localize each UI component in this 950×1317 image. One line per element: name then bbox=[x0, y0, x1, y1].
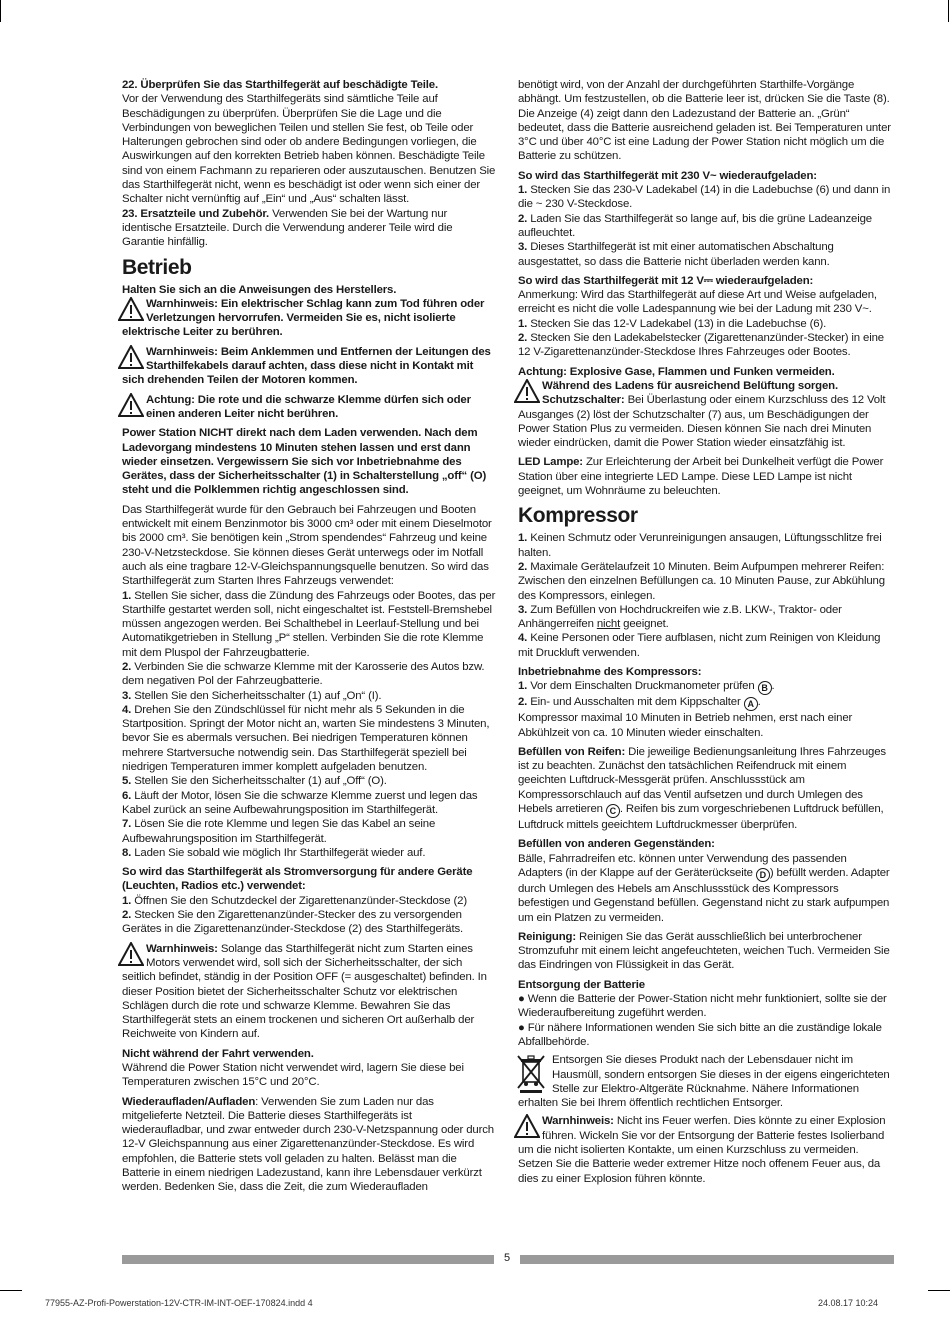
section-22-text: Vor der Verwendung des Starthilfegeräts sind sämtliche Teile auf Beschädigungen zu überprüfen. Überprüfen Sie die Lage und die Verbindungen von beweglichen Teilen und stellen Sie fest, ob Teile oder Halterungen gebrochen sind oder ob andere Bedingungen vorliegen, die Auswirkungen auf den korrekten Betrieb haben können. Beschädigte Teile sind von einem Fachmann zu reparieren oder auszutauschen. Benutzen Sie das Starthilfegerät nicht, wenn es beschädigt ist oder wenn sich einer der Schalter nicht vernünftig auf „Ein“ und „Aus“ schalten lässt. bbox=[122, 93, 496, 206]
warning-rotating-parts-text: Warnhinweis: Beim Anklemmen und Entfernen der Leitungen des Starthilfekabels darauf achten, dass diese nicht in Kontakt mit sich drehenden Teilen der Motoren kommen. bbox=[122, 345, 491, 387]
list-item: 6. Läuft der Motor, lösen Sie die schwarze Klemme zuerst und legen das Kabel zurück an seine Aufbewahrungsposition im Starthilfegerät. bbox=[122, 789, 478, 816]
weee-text: Entsorgen Sie dieses Produkt nach der Lebensdauer nicht im Hausmüll, sondern entsorgen Sie dieses in der eigens eingerichteten Stelle zur Elektro-Altgeräte Rücknahme. Nähere Informationen erhalten Sie bei Ihrem öffentlich rechtlichen Entsorger. bbox=[518, 1054, 890, 1110]
led-lamp-paragraph: LED Lampe: Zur Erleichterung der Arbeit bei Dunkelheit verfügt die Power Station über eine integrierte LED Lampe. Diese LED Lampe ist nicht geeignet, um Wohnräume zu beleuchten. bbox=[518, 456, 884, 498]
crop-mark-top-left bbox=[0, 0, 1, 22]
warning-triangle-icon bbox=[118, 393, 144, 417]
kompressor-heading: Kompressor bbox=[518, 504, 638, 528]
warning-triangle-icon bbox=[118, 297, 144, 321]
crop-mark-bottom-right bbox=[928, 1290, 950, 1291]
warning-safety-switch bbox=[122, 942, 496, 1042]
dc-charge-note: Anmerkung: Wird das Starthilfegerät auf diese Art und Weise aufgeladen, erreicht es nicht die volle Ladespannung wie bei der Ladung mit 230 V~. bbox=[518, 289, 877, 316]
warning-triangle-icon bbox=[514, 1114, 540, 1138]
warning-safety-switch-text: Solange das Starthilfegerät nicht zum Starten eines Motors verwendet wird, soll sich der Sicherheitsschalter, der sich seitlich befindet, ständig in der Position OFF (= ausgeschaltet) befinden. In dieser Position bietet der Sicherheitsschalter Schutz vor elektrischen Schlägen durch die rote und schwarze Klemme. Bewahren Sie das Starthilfegerät stets an einem trockenen und sicheren Ort außerhalb der Reichweite von Kindern auf. bbox=[122, 942, 487, 1041]
tires-paragraph: Befüllen von Reifen: Die jeweilige Bedienungsanleitung Ihres Fahrzeuges ist zu beachten. Zunächst den tatsächlichen Reifendruck mit einem geeichten Luftdruck-Messgerät prüfen. Anschlussstück am Kompressorschlauch auf das Ventil aufsetzen und durch Umlegen des Hebels arretieren C . Reifen bis zum vorgeschriebenen Luftdruck befüllen, Luftdruck mittels geeichtem Luftdruckmesser überprüfen. bbox=[518, 745, 886, 832]
warning-triangle-icon bbox=[118, 942, 144, 966]
recharge-continued: benötigt wird, von der Anzahl der durchgeführten Starthilfe-Vorgänge abhängt. Um festzustellen, ob die Batterie leer ist, drücken Sie die Taste (8). Die Anzeige (4) zeigt dann den Ladezustand der Batterie an. „Grün“ bedeutet, dass die Batterie ausreichend geladen ist. Bei Temperaturen unter 3°C und über 40°C ist eine Ladung der Power Station nicht möglich um die Batterie zu schützen. bbox=[518, 79, 891, 163]
protection-switch-text: Bei Überlastung oder einem Kurzschluss des 12 Volt Ausganges (2) löst der Schutzschalter (7) aus, um Beschädigungen der Power Station Plus zu vermeiden. Diesen können Sie nach drei Minuten wieder eindrücken, damit die Power Station wieder einsatzfähig ist. bbox=[518, 394, 886, 450]
list-item: 7. Lösen Sie die rote Klemme und legen Sie das Kabel an seine Aufbewahrungsposition im Starthilfegerät. bbox=[122, 818, 436, 845]
warning-rotating-parts bbox=[122, 345, 496, 388]
callout-c-icon: C bbox=[606, 804, 620, 818]
list-item: 3. Dieses Starthilfegerät ist mit einer automatischen Abschaltung ausgestattet, so dass die Batterie nicht überladen werden kann. bbox=[518, 241, 834, 268]
page-number: 5 bbox=[503, 1252, 511, 1264]
compressor-runtime-text: Kompressor maximal 10 Minuten in Betrieb nehmen, erst nach einer Abkühlzeit von ca. 10 Minuten wieder einschalten. bbox=[518, 712, 853, 739]
disposal-title: Entsorgung der Batterie bbox=[518, 978, 645, 991]
list-item: 3. Stellen Sie den Sicherheitsschalter (1) auf „On“ (I). bbox=[122, 689, 382, 702]
footer-bar-left bbox=[122, 1255, 494, 1264]
section-22-title: 22. Überprüfen Sie das Starthilfegerät auf beschädigte Teile. bbox=[122, 79, 438, 91]
list-item: 2. Maximale Gerätelaufzeit 10 Minuten. Beim Aufpumpen mehrerer Reifen: Zwischen den einzelnen Befüllungen ca. 10 Minuten Pause, zur Abkühlung des Kompressors, einlegen. bbox=[518, 560, 885, 602]
list-item: 4. Keine Personen oder Tiere aufblasen, nicht zum Reinigen von Kleidung mit Druckluft verwenden. bbox=[518, 632, 881, 659]
left-column bbox=[122, 78, 496, 1195]
disposal-bullet: ● Für nähere Informationen wenden Sie sich bitte an die zuständige lokale Abfallbehörde. bbox=[518, 1021, 882, 1048]
right-column bbox=[518, 78, 892, 1191]
warning-triangle-icon bbox=[514, 379, 540, 403]
section-23-title: 23. Ersatzteile und Zubehör. bbox=[122, 207, 270, 220]
other-objects-title: Befüllen von anderen Gegenständen: bbox=[518, 838, 715, 851]
list-item: 3. Zum Befüllen von Hochdruckreifen wie z.B. LKW-, Traktor- oder Anhängerreifen nicht geeignet. bbox=[518, 603, 842, 631]
betrieb-heading: Betrieb bbox=[122, 255, 192, 279]
other-objects-text: Bälle, Fahrradreifen etc. können unter Verwendung des passenden Adapters (in der Klappe auf der Geräterückseite D ) befüllt werden. Adapter durch Umlegen des Hebels am Anschlussstück des Kompressors befestigen und Gegenstand befüllen. Gegenstand nicht zu stark aufpumpen um ein Platzen zu vermeiden. bbox=[518, 852, 890, 924]
list-item: 2. Stecken Sie den Ladekabelstecker (Zigarettenanzünder-Stecker) in eine 12 V-Zigarettenanzünder-Steckdose Ihres Fahrzeuges oder Bootes. bbox=[518, 332, 884, 359]
dc-charge-title: So wird das Starthilfegerät mit 12 V⎓ wiederaufgeladen: bbox=[518, 274, 814, 287]
footer-date: 24.08.17 10:24 bbox=[818, 1298, 879, 1308]
list-item: 8. Laden Sie sobald wie möglich Ihr Starthilfegerät wieder auf. bbox=[122, 846, 426, 859]
crop-mark-bottom-left bbox=[0, 1290, 22, 1291]
callout-a-icon: A bbox=[744, 697, 758, 711]
compressor-start-title: Inbetriebnahme des Kompressors: bbox=[518, 665, 702, 678]
list-item: 1. Stellen Sie sicher, dass die Zündung des Fahrzeugs oder Bootes, das per Starthilfe gestartet werden soll, nicht eingeschaltet ist. Feststell-Bremshebel müssen angezogen werden. Bei Schalthebel in Leerlauf-Stellung und bei Automatikgetrieben in Stellung „P“ stellen. Verbinden Sie die rote Klemme mit dem Pluspol der Fahrzeugbatterie. bbox=[122, 589, 496, 659]
callout-d-icon: D bbox=[756, 868, 770, 882]
warning-label: Warnhinweis: bbox=[146, 942, 218, 955]
section-23-text: Verwenden Sie bei der Wartung nur identische Ersatzteile. Durch die Verwendung anderer Teile wird die Garantie hinfällig. bbox=[122, 207, 453, 249]
protection-switch-label: Schutzschalter: bbox=[542, 394, 625, 407]
warning-label: Warnhinweis: bbox=[542, 1115, 614, 1128]
warning-clamps-text: Achtung: Die rote und die schwarze Klemme dürfen sich oder einen anderen Leiter nicht berühren. bbox=[146, 393, 471, 420]
warning-fire bbox=[518, 1110, 892, 1185]
disposal-bullet: ● Wenn die Batterie der Power-Station nicht mehr funktioniert, sollte sie der Wiederaufbereitung zugeführt werden. bbox=[518, 993, 887, 1020]
callout-b-icon: B bbox=[758, 681, 772, 695]
list-item: 4. Drehen Sie den Zündschlüssel für nicht mehr als 5 Sekunden in die Startposition. Springt der Motor nicht an, warten Sie mindestens 3 Minuten, bevor Sie es abermals versuchen. Bei niedrigen Temperaturen können mehrere Startversuche notwendig sein. Das Starthilfegerät speziell bei niedrigen Temperaturen immer komplett aufgeladen benutzen. bbox=[122, 703, 490, 774]
list-item: 1. Stecken Sie das 12-V Ladekabel (13) in die Ladebuchse (6). bbox=[518, 317, 827, 330]
not-driving-text: Während die Power Station nicht verwendet wird, lagern Sie diese bei Temperaturen zwischen 15°C und 20°C. bbox=[122, 1062, 464, 1089]
power-supply-title: So wird das Starthilfegerät als Stromversorgung für andere Geräte (Leuchten, Radios etc.) verwendet: bbox=[122, 866, 473, 893]
warning-clamps bbox=[122, 393, 496, 422]
list-item: 2. Verbinden Sie die schwarze Klemme mit der Karosserie des Autos bzw. dem negativen Pol der Fahrzeugbatterie. bbox=[122, 660, 485, 688]
crop-mark-top-right bbox=[948, 0, 949, 22]
warning-electric-shock bbox=[122, 297, 496, 340]
not-driving-title: Nicht während der Fahrt verwenden. bbox=[122, 1047, 314, 1060]
usage-bold-note: Power Station NICHT direkt nach dem Laden verwenden. Nach dem Ladevorgang mindestens 10 Minuten stehen lassen und erst dann wieder einsetzen. Vergewissern Sie sich vor Inbetriebnahme des Gerätes, dass der Sicherheitsschalter (1) in Schalterstellung „off“ (O) steht und die Polklemmen richtig angeschlossen sind. bbox=[122, 427, 487, 497]
recharge-paragraph: Wiederaufladen/Aufladen: Verwenden Sie zum Laden nur das mitgelieferte Netzteil. Die Batterie dieses Starthilfegeräts ist wiederaufladbar, und zwar entweder durch 230-V-Netzspannung oder durch 12-V Gleichspannung aus einer Zigarettenanzünder-Steckdose. Es wird empfohlen, die Batterie stets voll geladen zu halten. Belässt man die Batterie in einem niedrigen Ladezustand, kann ihre Lebensdauer verkürzt werden. Bedenken Sie, dass die Zeit, die zum Wiederaufladen bbox=[122, 1095, 494, 1194]
list-item: 5. Stellen Sie den Sicherheitsschalter (1) auf „Off“ (O). bbox=[122, 775, 387, 788]
start-steps-list bbox=[122, 589, 496, 861]
warning-electric-shock-text: Warnhinweis: Ein elektrischer Schlag kann zum Tod führen oder Verletzungen hervorrufen. Vermeiden Sie es, nicht isolierte elektrische Leiter zu berühren. bbox=[122, 297, 485, 339]
warning-ventilation bbox=[518, 379, 892, 450]
manufacturer-note: Halten Sie sich an die Anweisungen des Herstellers. bbox=[122, 283, 397, 296]
footer-filename: 77955-AZ-Profi-Powerstation-12V-CTR-IM-INT-OEF-170824.indd 4 bbox=[45, 1298, 313, 1308]
list-item: 2. Ein- und Ausschalten mit dem Kippschalter A . bbox=[518, 696, 761, 710]
list-item: 1. Keinen Schmutz oder Verunreinigungen ansaugen, Lüftungsschlitze frei halten. bbox=[518, 532, 882, 559]
list-item: 1. Öffnen Sie den Schutzdeckel der Zigarettenanzünder-Steckdose (2) bbox=[122, 894, 467, 907]
gas-warning-line-1: Achtung: Explosive Gase, Flammen und Funken vermeiden. bbox=[518, 365, 835, 378]
warning-triangle-icon bbox=[118, 345, 144, 369]
cleaning-paragraph: Reinigung: Reinigen Sie das Gerät ausschließlich bei unterbrochener Stromzufuhr mit einem leicht angefeuchteten, weichen Tuch. Vermeiden Sie das Eindringen von Flüssigkeit in das Gerät. bbox=[518, 930, 890, 972]
ac-charge-title: So wird das Starthilfegerät mit 230 V~ wiederaufgeladen: bbox=[518, 169, 817, 182]
section-23 bbox=[122, 207, 496, 250]
list-item: 1. Vor dem Einschalten Druckmanometer prüfen B . bbox=[518, 680, 775, 694]
weee-notice bbox=[518, 1053, 892, 1110]
list-item: 2. Laden Sie das Starthilfegerät so lange auf, bis die grüne Ladeanzeige aufleuchtet. bbox=[518, 212, 872, 239]
list-item: 2. Stecken Sie den Zigarettenanzünder-Stecker des zu versorgenden Gerätes in die Zigarettenanzünder-Steckdose (2) des Starthilfegeräts. bbox=[122, 909, 464, 936]
gas-warning-line-2: Während des Ladens für ausreichend Belüftung sorgen. bbox=[542, 379, 838, 392]
footer-bar-right bbox=[520, 1255, 894, 1264]
list-item: 1. Stecken Sie das 230-V Ladekabel (14) in die Ladebuchse (6) und dann in die ~ 230 V-Steckdose. bbox=[518, 184, 891, 211]
warning-fire-text: Nicht ins Feuer werfen. Dies könnte zu einer Explosion führen. Wickeln Sie vor der Entsorgung der Batterie festes Isolierband um die nicht isolierten Kontakte, um einen Kurzschluss zu vermeiden. Setzen Sie die Batterie weder extremer Hitze noch offenem Feuer aus, da dies zu einer Explosion führen könnte. bbox=[518, 1115, 886, 1185]
crossed-out-bin-icon bbox=[514, 1053, 548, 1093]
betrieb-intro: Das Starthilfegerät wurde für den Gebrauch bei Fahrzeugen und Booten entwickelt mit einem Benzinmotor bis 3000 cm³ oder mit einem Dieselmotor bis 2000 cm³. Sie benötigen kein „Strom spendendes“ Fahrzeug und keine 230-V-Netzsteckdose. Sie können dieses Gerät unterwegs oder im Notfall auch als eine tragbare 12-V-Gleichspannungsquelle benutzen. So wird das Starthilfegerät zum Starten Ihres Fahrzeugs verwendet: bbox=[122, 503, 492, 588]
